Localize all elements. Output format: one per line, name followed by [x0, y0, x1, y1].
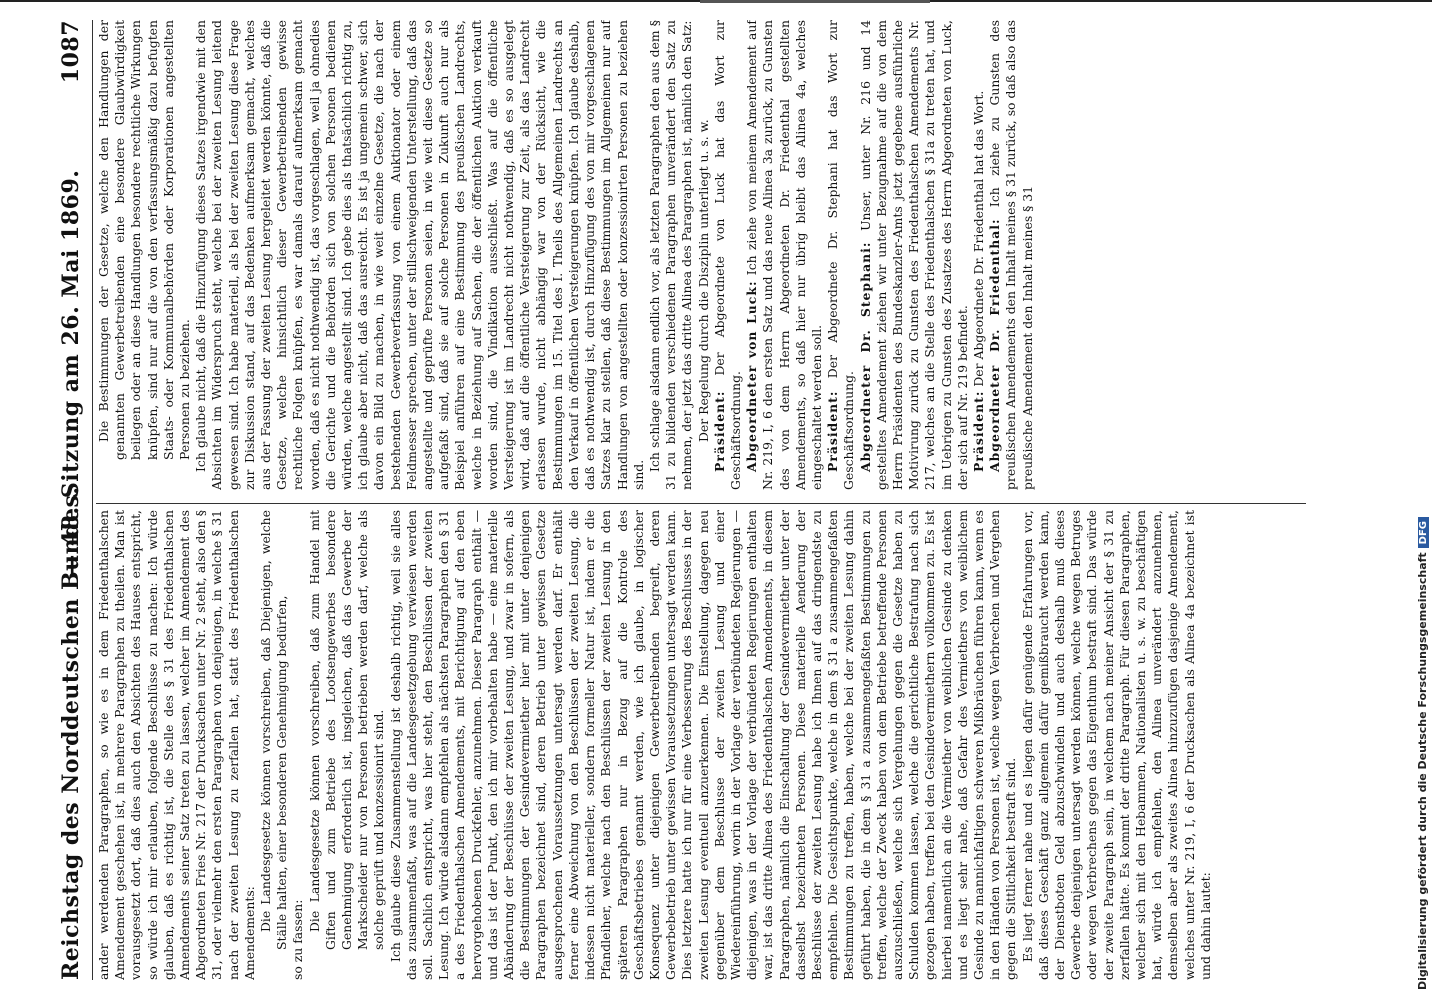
credit-text: Digitalisierung gefördert durch die Deutsche Forschungsgemeinschaft — [1416, 552, 1429, 990]
speaker-label: Abgeordneter Dr. Stephani: — [857, 241, 873, 472]
left-paragraph: ander werdenden Paragraphen, so wie es in dem Friedenthalschen Amendement geschehen ist, in mehrere Paragraphen zu theilen. Man ist vorausgesetzt dort, daß dies auch den Absichten des Hauses entspricht, so würde ich mir erlauben, folgende Beschlüsse zu machen: Ich würde glauben, daß es richtig ist, die Stelle des § 31 des Friedenthalschen Amendements seiner Satz treten zu lassen, welcher im Amendement des Abgeordneten Fries Nr. 217 der Drucksachen unter Nr. 2 steht, also den § 31, oder vielmehr den ersten Paragraphen von denjenigen, in welche § 31 nach der zweiten Lesung zu zerfallen hat, statt des Friedenthalschen Amendements: — [96, 510, 257, 980]
right-paragraph: Ich schlage alsdann endlich vor, als letzten Paragraphen den aus dem § 31 zu bildenden verschiedenen Paragraphen unverändert den Satz zu nehmen, der jetzt das dritte Alinea des Paragraphen ist, nämlich den Satz: — [646, 20, 695, 490]
header-left-title: Reichstag des Norddeutschen Bundes. — [58, 486, 84, 980]
speaker-label: Präsident: — [711, 390, 727, 472]
speech-block — [971, 20, 987, 490]
dfg-logo: DFG — [1418, 517, 1429, 548]
speech-block — [858, 20, 971, 490]
speech-block — [987, 20, 1036, 490]
speaker-label: Abgeordneter Dr. Friedenthal: — [987, 218, 1003, 472]
header-right-title: — 48. Sitzung am 26. Mai 1869. — [58, 169, 84, 577]
speech-text: Der Abgeordnete von Luck hat das Wort zur Geschäftsordnung. — [711, 20, 743, 490]
speech-text: Ich ziehe zu Gunsten des preußischen Amendements den Inhalt meines § 31 zurück, so daß also das preußische Amendement den Inhalt meines § 31 — [987, 20, 1035, 490]
speaker-label: Präsident: — [825, 390, 841, 472]
left-paragraph: so zu fassen: — [290, 899, 306, 980]
speaker-label: Abgeordneter von Luck: — [744, 280, 760, 472]
speech-text: Der Abgeordnete Dr. Friedenthal hat das Wort. — [970, 90, 986, 387]
speech-text: Unser, unter Nr. 216 und 14 gestelltes Amendement ziehen wir unter Bezugnahme auf die von dem Herrn Präsidenten des Bundeskanzler-Amts jetzt gegebene ausführliche Motivirung zurück zu Gunsten des Friedenthalschen Amendements Nr. 217, welches an die Stelle des Friedenthalschen § 31a zu treten hat, und im Uebrigen zu Gunsten des Zusatzes des Herrn Abgeordneten von Luck, der sich auf Nr. 219 befindet. — [857, 20, 970, 490]
left-column — [96, 510, 1306, 980]
left-paragraph: Die Landesgesetze können vorschreiben, daß Diejenigen, welche Ställe halten, einer besonderen Genehmigung bedürfen, — [258, 510, 290, 950]
speaker-label: Präsident: — [970, 390, 986, 472]
header-rule — [92, 20, 93, 980]
right-paragraph: Ich glaube nicht, daß die Hinzufügung dieses Satzes irgendwie mit den Absichten im Widerspruch steht, welche bei der zweiten Lesung leitend gewesen sind. Ich habe materiell, als bei der zweiten Lesung diese Frage zur Diskussion stand, auf das Bedenken aufmerksam gemacht, welches aus der Fassung der zweiten Lesung hergeleitet werden könnte, daß die Gesetze, welche hinsichtlich dieser Gewerbetreibenden gewisse rechtliche Folgen knüpfen, es war damals darauf aufmerksam gemacht worden, daß es nicht nothwendig ist, das vorgeschlagen, weil ja ohnedies die Gerichte und die Behörden sich von solchen Personen bedienen würden, welche angestellt sind. Ich gebe dies als thatsächlich richtig zu, ich glaube aber nicht, daß das ausreicht. Es ist ja ungemein schwer, sich davon ein Bild zu machen, in wie weit einzelne Gesetze, die nach der bestehenden Gewerbeverfassung von einem Auktionator oder einem Feldmesser sprechen, unter der stillschweigenden Unterstellung, daß das angestellte und geprüfte Personen seien, in wie weit diese Gesetze so aufgefaßt sind, daß sie auf solche Personen in Zukunft auch nur als Beispiel anführen auf eine Bestimmung des preußischen Landrechts, welche in Beziehung auf Sachen, die der öffentlichen Auktion verkauft worden sind, die Vindikation ausschließt. Was auf die öffentliche Versteigerung ist im Landrecht nicht nothwendig, daß es so ausgelegt wird, daß auf die öffentliche Versteigerung zur Zeit, als das Landrecht erlassen wurde, nicht abhängig war von der Rücksicht, wie die Bestimmungen im 15. Titel des I. Theils des Allgemeinen Landrechts an den Verkauf in öffentlichen Versteigerungen knüpfen. Ich glaube deshalb, daß es nothwendig ist, durch Hinzufügung des von mir vorgeschlagenen Satzes klar zu stellen, daß diese Bestimmungen im Allgemeinen nur auf Handlungen von angestellten oder konzessionirten Personen zu beziehen sind. — [193, 20, 646, 490]
speech-block — [744, 20, 825, 490]
left-paragraph: Es liegt ferner nahe und es liegen dafür genügende Erfahrungen vor, daß dieses Geschäft ganz allgemein dafür gemißbraucht werden kann, der Dienstboten Geld abzuschwindeln und auch deshalb muß dieses Gewerbe denjenigen untersagt werden können, welche wegen Betruges oder wegen Verbrechens gegen das Eigenthum bestraft sind. Das würde der zweite Paragraph sein, in welchem nach meiner Ansicht der § 31 zu zerfallen hätte. Es kommt der dritte Paragraph. Für diesen Paragraphen, welcher sich mit den Hebammen, Nationalisten u. s. w. zu beschäftigen hat, würde ich empfehlen, den Alinea unverändert anzunehmen, demselben aber als zweites Alinea hinzuzufügen dasjenige Amendement, welches unter Nr. 219, I, 6 der Drucksachen als Alinea 4a bezeichnet ist und dahin lautet: — [1019, 510, 1213, 980]
digitization-credit — [1416, 30, 1429, 990]
header-right — [58, 20, 84, 577]
right-paragraph: Die Bestimmungen der Gesetze, welche den Handlungen der genannten Gewerbetreibenden eine besondere Glaubwürdigkeit beilegen oder an diese Handlungen besondere rechtliche Wirkungen knüpfen, sind nur auf die von den verfassungsmäßig dazu befugten Staats- oder Kommunalbehörden oder Korporationen angestellten Personen zu beziehen. — [96, 20, 193, 460]
speech-text: Der Abgeordnete Dr. Stephani hat das Wort zur Geschäftsordnung. — [825, 20, 857, 490]
speech-block — [825, 20, 857, 490]
left-paragraph: Die Landesgesetze können vorschreiben, daß zum Handel mit Giften und zum Betriebe des Lootsengewerbes besondere Genehmigung erforderlich ist, insgleichen, daß das Gewerbe der Markscheider nur von Personen betrieben werden darf, welche als solche geprüft und konzessionirt sind. — [306, 510, 387, 950]
right-column — [96, 20, 1306, 490]
page-number: 1087 — [58, 20, 84, 84]
right-paragraph: Der Regelung durch die Disziplin unterliegt u. s. w. — [695, 119, 711, 442]
column-divider — [96, 503, 1306, 504]
running-header — [58, 20, 92, 980]
speech-block — [712, 20, 744, 490]
left-paragraph: Ich glaube diese Zusammenstellung ist deshalb richtig, weil sie alles das zusammenfaßt, was auf die Landesgesetzgebung verwiesen werden soll. Sachlich entspricht, was hier steht, den Beschlüssen der zweiten Lesung. Ich würde alsdann empfehlen als nächsten Paragraphen den § 31 a des Friedenthalschen Amendements, mit Berichtigung auf den eben hervorgehobenen Druckfehler, anzunehmen. Dieser Paragraph enthält — und das ist der Punkt, den ich mir vorbehalten habe — eine materielle Abänderung der Beschlüsse der zweiten Lesung, und zwar in sofern, als die Bestimmungen der Gesindevermiether hier mit unter denjenigen Paragraphen bezeichnet sind, deren Betrieb unter gewissen Gesetze ausgesprochenen Voraussetzungen untersagt werden darf. Er enthält ferner eine Abweichung von den Beschlüssen der zweiten Lesung, die indessen nicht materieller, sondern formeller Natur ist, indem er die Pfandleiher, welche nach den Beschlüssen der zweiten Lesung in den späteren Paragraphen nur in Bezug auf die Kontrole des Geschäftsbetriebes genannt werden, wie ich glaube, in logischer Konsequenz unter diejenigen Gewerbetreibenden begreift, deren Gewerbebetrieb unter gewissen Voraussetzungen untersagt werden kann. Dies letztere hatte ich nur für eine Verbesserung des Beschlusses in der zweiten Lesung eventuell anzuerkennen. Die Einstellung, dagegen neu gegenüber dem Beschlusse der zweiten Lesung und einer Wiedereinführung, worin in der Vorlage der verbündeten Regierungen — diejenigen, was in der Vorlage der verbündeten Regierungen enthalten war, ist das dritte Alinea des Friedenthalschen Amendements, in diesem Paragraphen, nämlich die Einschaltung der Gesindevermiether unter der dasselbst bezeichneten Personen. Diese materielle Aenderung der Beschlüsse der zweiten Lesung habe ich Ihnen auf das dringendste zu empfehlen. Die Gesichtspunkte, welche in dem § 31 a zusammengefaßten Bestimmungen zu treffen, haben, welche bei der zweiten Lesung dahin geführt haben, die in dem § 31 a zusammengefaßten Bestimmungen zu treffen, welche der Zweck haben von dem Betriebe betreffende Personen auszuschließen, welche sich Vergehungen gegen die Gesetze haben zu Schulden kommen lassen, welche die gerichtliche Bestrafung nach sich gezogen haben, treffen bei den Gesindevermiethern vollkommen zu. Es ist hierbei namentlich an die Vermiether von weiblichen Gesinde zu denken und es liegt sehr nahe, daß Gefahr des Vermiethers von weiblichem Gesinde zu mannichfaltigen schweren Mißbräuchen führen kann, wenn es in den Händen von Personen ist, welche wegen Verbrechen und Vergehen gegen die Sittlichkeit bestraft sind. — [387, 510, 1019, 980]
speech-text: Ich ziehe von meinem Amendement auf Nr. 219, I, 6 den ersten Satz und das neue Alinea 3a zurück, zu Gunsten des von dem Herrn Abgeordneten Dr. Friedenthal gestellten Amendements, so daß hier nur übrig bleibt das Alinea 4a, welches eingeschaltet werden soll. — [744, 20, 824, 490]
